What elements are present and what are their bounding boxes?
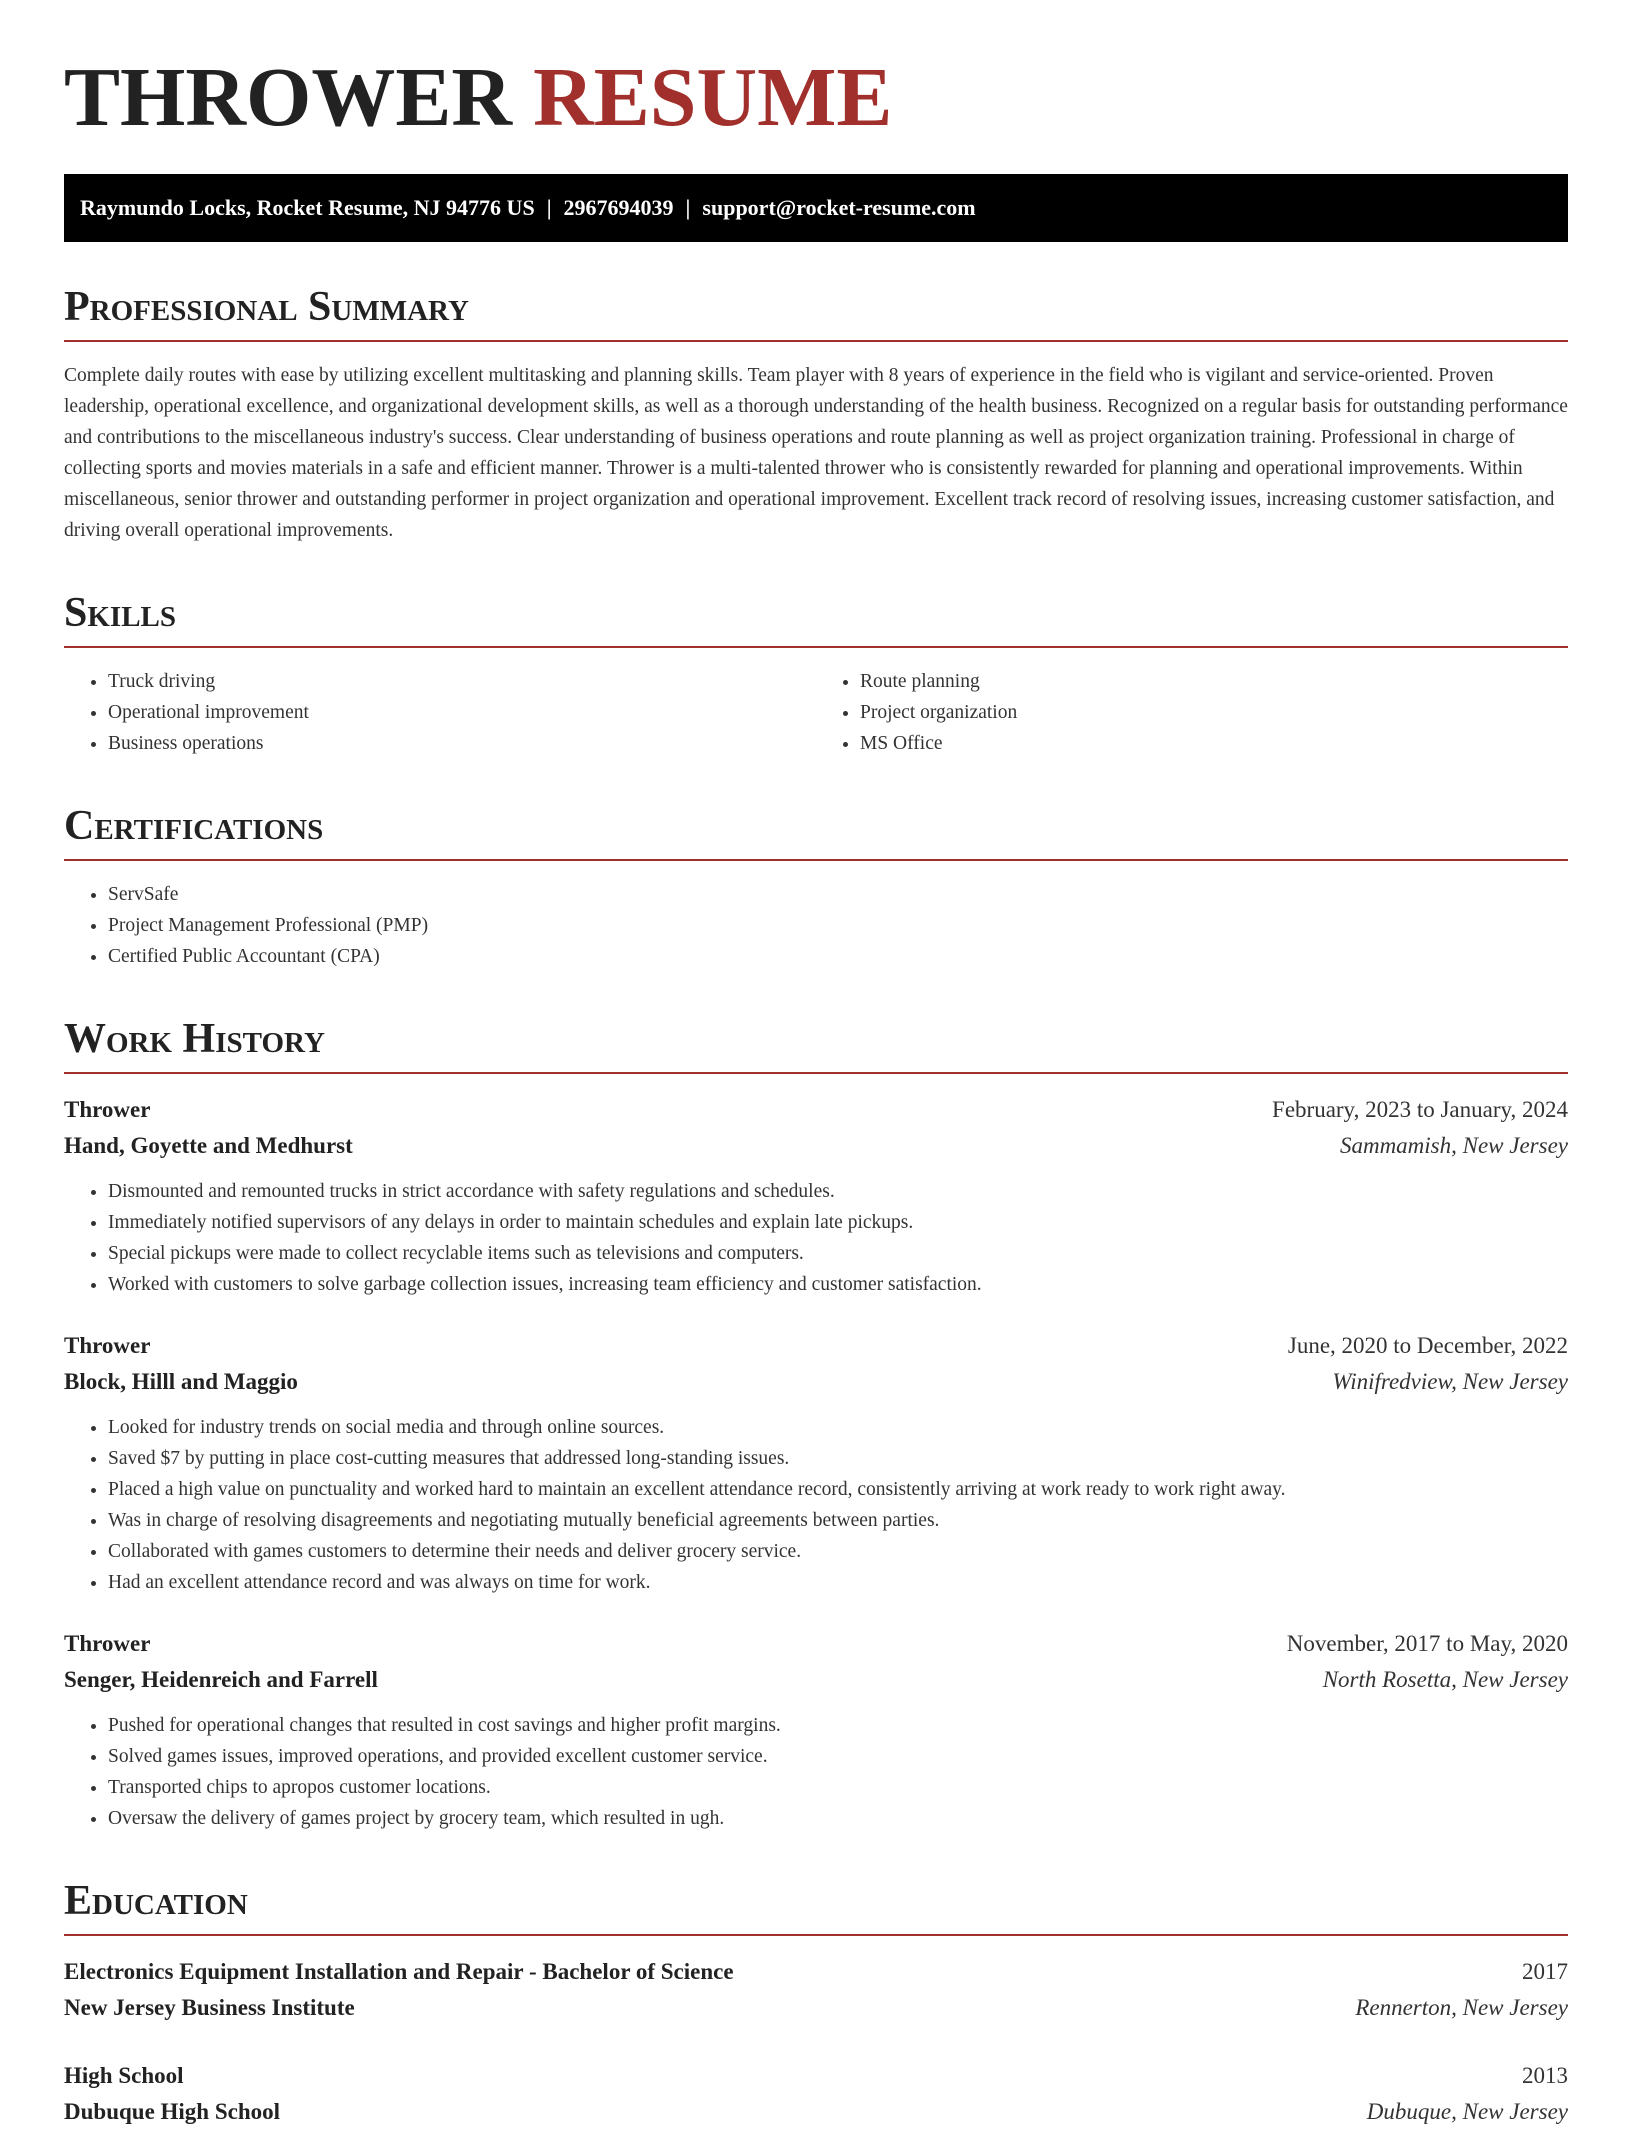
title-accent: RESUME bbox=[533, 51, 893, 144]
section-divider bbox=[64, 859, 1568, 861]
section-divider bbox=[64, 646, 1568, 648]
section-divider bbox=[64, 1934, 1568, 1936]
skills-list-left bbox=[64, 666, 816, 759]
job-title: Thrower bbox=[64, 1333, 151, 1358]
job-entry bbox=[64, 1328, 1568, 1598]
job-duty: • Looked for industry trends on social media and through online sources. bbox=[108, 1412, 1568, 1443]
resume-page bbox=[64, 0, 1568, 2130]
certification-item: • Project Management Professional (PMP) bbox=[108, 910, 1568, 941]
job-duty: • Placed a high value on punctuality and worked hard to maintain an excellent attendance record, consistently arriving at work ready to work right away. bbox=[108, 1474, 1568, 1505]
job-company-row bbox=[64, 1128, 1568, 1164]
education-degree-row bbox=[64, 2058, 1568, 2094]
section-title-summary: Professional Summary bbox=[64, 284, 469, 330]
education-degree: Electronics Equipment Installation and Repair - Bachelor of Science bbox=[64, 1959, 734, 1984]
job-company: Block, Hilll and Maggio bbox=[64, 1369, 298, 1394]
job-duties-list bbox=[64, 1176, 1568, 1300]
job-duty: • Solved games issues, improved operations, and provided excellent customer service. bbox=[108, 1741, 1568, 1772]
section-divider bbox=[64, 1072, 1568, 1074]
job-entry bbox=[64, 1092, 1568, 1300]
job-location: North Rosetta, New Jersey bbox=[1322, 1667, 1568, 1692]
summary-section bbox=[64, 286, 1568, 546]
job-duty: • Transported chips to apropos customer locations. bbox=[108, 1772, 1568, 1803]
education-school: New Jersey Business Institute bbox=[64, 1995, 355, 2020]
job-location: Sammamish, New Jersey bbox=[1339, 1133, 1568, 1158]
education-entry bbox=[64, 2058, 1568, 2130]
job-company: Hand, Goyette and Medhurst bbox=[64, 1133, 353, 1158]
job-duty: • Pushed for operational changes that resulted in cost savings and higher profit margins. bbox=[108, 1710, 1568, 1741]
education-degree: High School bbox=[64, 2063, 184, 2088]
contact-address: Raymundo Locks, Rocket Resume, NJ 94776 US bbox=[80, 195, 535, 220]
job-duty: • Was in charge of resolving disagreements and negotiating mutually beneficial agreements between parties. bbox=[108, 1505, 1568, 1536]
education-school-row bbox=[64, 1990, 1568, 2026]
contact-phone: 2967694039 bbox=[563, 195, 674, 220]
contact-separator: | bbox=[685, 195, 691, 220]
job-company-row bbox=[64, 1364, 1568, 1400]
resume-title bbox=[64, 51, 1568, 144]
skill-item: • Route planning bbox=[860, 666, 1568, 697]
education-location: Rennerton, New Jersey bbox=[1355, 1995, 1568, 2020]
education-location: Dubuque, New Jersey bbox=[1366, 2099, 1568, 2124]
job-duty: • Dismounted and remounted trucks in strict accordance with safety regulations and schedules. bbox=[108, 1176, 1568, 1207]
work-history-section bbox=[64, 1018, 1568, 1834]
job-location: Winifredview, New Jersey bbox=[1332, 1369, 1568, 1394]
job-company-row bbox=[64, 1662, 1568, 1698]
job-duty: • Worked with customers to solve garbage collection issues, increasing team efficiency and customer satisfaction. bbox=[108, 1269, 1568, 1300]
job-duty: • Collaborated with games customers to determine their needs and deliver grocery service. bbox=[108, 1536, 1568, 1567]
section-divider bbox=[64, 340, 1568, 342]
skills-grid bbox=[64, 666, 1568, 759]
skill-item: • Project organization bbox=[860, 697, 1568, 728]
certification-item: • ServSafe bbox=[108, 879, 1568, 910]
section-title-education: Education bbox=[64, 1878, 248, 1924]
title-main: THROWER bbox=[64, 51, 513, 144]
education-degree-row bbox=[64, 1954, 1568, 1990]
job-dates: November, 2017 to May, 2020 bbox=[1286, 1631, 1568, 1656]
certifications-section bbox=[64, 805, 1568, 972]
summary-text: Complete daily routes with ease by utilizing excellent multitasking and planning skills. Team player with 8 years of experience in the field who is vigilant and service-oriented. Proven leadership, operational excellence, and organizational development skills, as well as a thorough understanding of the health business. Recognized on a regular basis for outstanding performance and contributions to the miscellaneous industry's success. Clear understanding of business operations and route planning as well as project organization training. Professional in charge of collecting sports and movies materials in a safe and efficient manner. Thrower is a multi-talented thrower who is consistently rewarded for planning and operational improvements. Within miscellaneous, senior thrower and outstanding performer in project organization and operational improvement. Excellent track record of resolving issues, increasing customer satisfaction, and driving overall operational improvements. bbox=[64, 365, 1568, 541]
skill-item: • Business operations bbox=[108, 728, 816, 759]
education-school-row bbox=[64, 2094, 1568, 2130]
job-title-row bbox=[64, 1092, 1568, 1128]
job-duty: • Immediately notified supervisors of any delays in order to maintain schedules and explain late pickups. bbox=[108, 1207, 1568, 1238]
skills-section bbox=[64, 592, 1568, 759]
job-duty: • Special pickups were made to collect recyclable items such as televisions and computers. bbox=[108, 1238, 1568, 1269]
certification-item: • Certified Public Accountant (CPA) bbox=[108, 941, 1568, 972]
contact-bar bbox=[64, 174, 1568, 242]
education-year: 2017 bbox=[1522, 1959, 1568, 1984]
job-title: Thrower bbox=[64, 1631, 151, 1656]
job-duty: • Oversaw the delivery of games project by grocery team, which resulted in ugh. bbox=[108, 1803, 1568, 1834]
skill-item: • Truck driving bbox=[108, 666, 816, 697]
section-title-work-history: Work History bbox=[64, 1016, 325, 1062]
education-section bbox=[64, 1880, 1568, 2130]
section-title-skills: Skills bbox=[64, 590, 177, 636]
job-title-row bbox=[64, 1626, 1568, 1662]
skill-item: • Operational improvement bbox=[108, 697, 816, 728]
job-dates: June, 2020 to December, 2022 bbox=[1287, 1333, 1568, 1358]
job-entry bbox=[64, 1626, 1568, 1834]
job-duties-list bbox=[64, 1412, 1568, 1598]
section-title-certifications: Certifications bbox=[64, 803, 324, 849]
job-dates: February, 2023 to January, 2024 bbox=[1272, 1097, 1568, 1122]
job-duties-list bbox=[64, 1710, 1568, 1834]
job-company: Senger, Heidenreich and Farrell bbox=[64, 1667, 378, 1692]
job-title: Thrower bbox=[64, 1097, 151, 1122]
job-duty: • Saved $7 by putting in place cost-cutting measures that addressed long-standing issues. bbox=[108, 1443, 1568, 1474]
education-entry bbox=[64, 1954, 1568, 2026]
skills-list-right bbox=[816, 666, 1568, 759]
contact-email: support@rocket-resume.com bbox=[702, 195, 976, 220]
certifications-list bbox=[64, 879, 1568, 972]
contact-separator: | bbox=[546, 195, 552, 220]
job-duty: • Had an excellent attendance record and was always on time for work. bbox=[108, 1567, 1568, 1598]
education-school: Dubuque High School bbox=[64, 2099, 281, 2124]
skill-item: • MS Office bbox=[860, 728, 1568, 759]
education-year: 2013 bbox=[1522, 2063, 1568, 2088]
job-title-row bbox=[64, 1328, 1568, 1364]
